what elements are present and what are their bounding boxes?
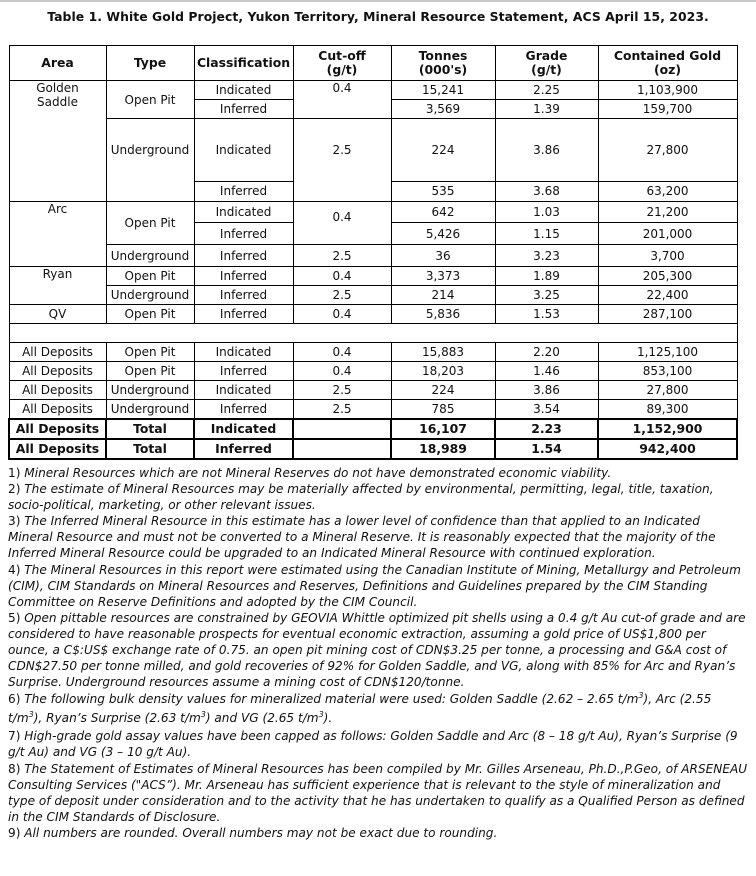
- type-cell: Open Pit: [106, 267, 194, 286]
- grade-cell: 3.86: [495, 381, 598, 400]
- header-row: [9, 46, 737, 81]
- cutoff-cell: 2.5: [293, 400, 391, 420]
- footnote-text: The Statement of Estimates of Mineral Resources has been compiled by Mr. Gilles Arseneau, Ph.D.,P.Geo, of ARSENEAU Consulting Services ("ACS”). Mr. Arseneau has sufficient experience that is relevant to the style of mineralization and type of deposit under consideration and to the activity that he has undertaken to qualify as a Qualified Person as defined in the CIM Standards of Disclosure.: [8, 761, 748, 824]
- area-cell-qv: QV: [9, 305, 106, 324]
- tonnes-cell: 224: [391, 381, 495, 400]
- classification-cell: Inferred: [194, 400, 293, 420]
- gold-cell: 3,700: [598, 245, 737, 267]
- area-cell: All Deposits: [9, 419, 106, 439]
- table-row: [9, 245, 737, 267]
- header-gold-line2: (oz): [653, 62, 682, 77]
- grade-cell: 1.89: [495, 267, 598, 286]
- header-grade-line1: Grade: [525, 48, 568, 63]
- footnote-8: [8, 761, 748, 825]
- grade-cell: 2.23: [495, 419, 598, 439]
- type-cell: Underground: [106, 381, 194, 400]
- table-row: [9, 119, 737, 182]
- total-row-indicated: [9, 419, 737, 439]
- table-title: Table 1. White Gold Project, Yukon Territory, Mineral Resource Statement, ACS April 15, 2023.: [47, 9, 709, 24]
- cutoff-cell: 0.4: [293, 362, 391, 381]
- grade-cell: 1.15: [495, 223, 598, 245]
- header-cutoff: [293, 46, 391, 81]
- tonnes-cell: 5,426: [391, 223, 495, 245]
- classification-cell: Indicated: [194, 419, 293, 439]
- tonnes-cell: 3,569: [391, 100, 495, 119]
- grade-cell: 1.46: [495, 362, 598, 381]
- summary-row: [9, 381, 737, 400]
- classification-cell: Indicated: [194, 202, 293, 223]
- header-tonnes-line2: (000's): [418, 62, 468, 77]
- footnote-text: Open pittable resources are constrained by GEOVIA Whittle optimized pit shells using a 0.4 g/t Au cut-of grade and are considered to have reasonable prospects for eventual economic extraction, assuming a gold price of US$1,800 per ounce, a C$:US$ exchange rate of 0.75. an open pit mining cost of CDN$3.25 per tonne, a processing and G&A cost of CDN$27.50 per tonne milled, and gold recoveries of 92% for Golden Saddle, and VG, along with 85% for Arc and Ryan’s Surprise. Underground resources assume a mining cost of CDN$120/tonne.: [8, 610, 746, 690]
- type-cell: Underground: [106, 119, 194, 202]
- tonnes-cell: 18,203: [391, 362, 495, 381]
- cutoff-cell: 0.4: [293, 202, 391, 245]
- cutoff-cell: [293, 439, 391, 459]
- gold-cell: 1,125,100: [598, 343, 737, 362]
- gold-cell: 27,800: [598, 381, 737, 400]
- footnote-4: [8, 562, 748, 610]
- tonnes-cell: 15,883: [391, 343, 495, 362]
- grade-cell: 1.54: [495, 439, 598, 459]
- classification-cell: Inferred: [194, 305, 293, 324]
- grade-cell: 3.54: [495, 400, 598, 420]
- cutoff-cell: [293, 419, 391, 439]
- tonnes-cell: 15,241: [391, 81, 495, 100]
- footnote-6: [8, 690, 748, 728]
- table-row: [9, 286, 737, 305]
- area-cell: All Deposits: [9, 362, 106, 381]
- footnote-number: 2): [8, 482, 21, 497]
- cutoff-cell: 2.5: [293, 245, 391, 267]
- header-type: Type: [106, 46, 194, 81]
- footnote-3: [8, 513, 748, 561]
- gold-cell: 1,152,900: [598, 419, 737, 439]
- type-cell: Underground: [106, 245, 194, 267]
- cutoff-cell: 2.5: [293, 381, 391, 400]
- header-gold: [598, 46, 737, 81]
- area-cell: All Deposits: [9, 400, 106, 420]
- footnote-number: 7): [8, 729, 21, 744]
- footnote-text-part: ) and VG (2.65 t/m: [205, 711, 319, 726]
- footnote-text-part: ), Ryan’s Surprise (2.63 t/m: [33, 711, 201, 726]
- mineral-resource-table: [8, 45, 738, 460]
- footnote-text-part: ).: [323, 711, 333, 726]
- classification-cell: Inferred: [194, 286, 293, 305]
- type-cell: Open Pit: [106, 343, 194, 362]
- header-grade: [495, 46, 598, 81]
- gold-cell: 22,400: [598, 286, 737, 305]
- footnote-text: All numbers are rounded. Overall numbers may not be exact due to rounding.: [24, 825, 498, 840]
- area-label: Golden: [36, 81, 79, 95]
- cutoff-cell: 0.4: [293, 81, 391, 119]
- type-cell: Total: [106, 419, 194, 439]
- superscript: 3: [28, 710, 34, 720]
- area-cell: All Deposits: [9, 343, 106, 362]
- header-area: Area: [9, 46, 106, 81]
- footnote-7: [8, 728, 748, 760]
- footnote-number: 9): [8, 825, 21, 840]
- cutoff-cell: 0.4: [293, 267, 391, 286]
- superscript: 3: [318, 710, 324, 720]
- table-row: [9, 305, 737, 324]
- grade-cell: 1.39: [495, 100, 598, 119]
- cutoff-cell: 0.4: [293, 343, 391, 362]
- grade-cell: 3.23: [495, 245, 598, 267]
- superscript: 3: [638, 691, 644, 701]
- footnote-text-part: ), Arc (2.55 t/m: [8, 692, 712, 726]
- header-cutoff-line2: (g/t): [326, 62, 358, 77]
- footnote-text: [8, 692, 711, 725]
- type-cell: Total: [106, 439, 194, 459]
- footnote-text: The estimate of Mineral Resources may be materially affected by environmental, permitting, legal, title, taxation, socio-political, marketing, or other relevant issues.: [8, 482, 714, 513]
- table-row: [9, 267, 737, 286]
- header-cutoff-line1: Cut-off: [318, 48, 366, 63]
- footnote-text: Mineral Resources which are not Mineral Reserves do not have demonstrated economic viability.: [24, 466, 612, 480]
- gold-cell: 63,200: [598, 181, 737, 201]
- header-tonnes-line1: Tonnes: [418, 48, 468, 63]
- classification-cell: Indicated: [194, 343, 293, 362]
- tonnes-cell: 16,107: [391, 419, 495, 439]
- grade-cell: 3.68: [495, 181, 598, 201]
- top-divider: [0, 0, 756, 2]
- classification-cell: Inferred: [194, 181, 293, 201]
- classification-cell: Indicated: [194, 119, 293, 182]
- tonnes-cell: 214: [391, 286, 495, 305]
- area-cell-golden-saddle: [9, 81, 106, 202]
- type-cell: Underground: [106, 400, 194, 420]
- classification-cell: Inferred: [194, 100, 293, 119]
- header-tonnes: [391, 46, 495, 81]
- area-cell-ryan: Ryan: [9, 267, 106, 305]
- grade-cell: 1.03: [495, 202, 598, 223]
- gold-cell: 27,800: [598, 119, 737, 182]
- gold-cell: 205,300: [598, 267, 737, 286]
- footnote-9: [8, 825, 748, 841]
- footnote-number: 1): [8, 466, 21, 480]
- classification-cell: Inferred: [194, 223, 293, 245]
- footnote-number: 4): [8, 562, 21, 577]
- header-grade-line2: (g/t): [531, 62, 562, 77]
- summary-row: [9, 343, 737, 362]
- classification-cell: Indicated: [194, 381, 293, 400]
- footnote-number: 6): [8, 692, 21, 707]
- footnote-5: [8, 610, 748, 690]
- area-label: Saddle: [37, 95, 78, 109]
- type-cell: Open Pit: [106, 81, 194, 119]
- gold-cell: 201,000: [598, 223, 737, 245]
- table-row: [9, 202, 737, 223]
- grade-cell: 3.25: [495, 286, 598, 305]
- footnote-1: [8, 465, 748, 481]
- type-cell: Open Pit: [106, 362, 194, 381]
- summary-row: [9, 362, 737, 381]
- cutoff-cell: 2.5: [293, 119, 391, 202]
- classification-cell: Inferred: [194, 267, 293, 286]
- tonnes-cell: 5,836: [391, 305, 495, 324]
- tonnes-cell: 36: [391, 245, 495, 267]
- summary-row: [9, 400, 737, 420]
- spacer-row: [9, 324, 737, 343]
- grade-cell: 2.20: [495, 343, 598, 362]
- total-row-inferred: [9, 439, 737, 459]
- tonnes-cell: 18,989: [391, 439, 495, 459]
- table-row: [9, 81, 737, 100]
- tonnes-cell: 224: [391, 119, 495, 182]
- cutoff-cell: 0.4: [293, 305, 391, 324]
- footnotes: [8, 465, 748, 841]
- tonnes-cell: 3,373: [391, 267, 495, 286]
- tonnes-cell: 642: [391, 202, 495, 223]
- superscript: 3: [200, 710, 206, 720]
- tonnes-cell: 785: [391, 400, 495, 420]
- area-cell: All Deposits: [9, 381, 106, 400]
- area-cell-arc: Arc: [9, 202, 106, 267]
- classification-cell: Indicated: [194, 81, 293, 100]
- grade-cell: 3.86: [495, 119, 598, 182]
- type-cell: Open Pit: [106, 305, 194, 324]
- grade-cell: 2.25: [495, 81, 598, 100]
- footnote-text: The Mineral Resources in this report were estimated using the Canadian Institute of Mining, Metallurgy and Petroleum (CIM), CIM Standards on Mineral Resources and Reserves, Definitions and Guidelines prepared by the CIM Standing Committee on Reserve Definitions and adopted by the CIM Council.: [8, 562, 741, 609]
- classification-cell: Inferred: [194, 439, 293, 459]
- grade-cell: 1.53: [495, 305, 598, 324]
- area-cell: All Deposits: [9, 439, 106, 459]
- footnote-number: 5): [8, 610, 21, 625]
- spacer-cell: [9, 324, 737, 343]
- footnote-number: 8): [8, 761, 21, 776]
- footnote-text: High-grade gold assay values have been capped as follows: Golden Saddle and Arc (8 – 18 g/t Au), Ryan’s Surprise (9 g/t Au) and VG (3 – 10 g/t Au).: [8, 729, 738, 760]
- footnote-text-part: The following bulk density values for mineralized material were used: Golden Saddle (2.62 – 2.65 t/m: [24, 692, 639, 707]
- gold-cell: 1,103,900: [598, 81, 737, 100]
- gold-cell: 89,300: [598, 400, 737, 420]
- gold-cell: 287,100: [598, 305, 737, 324]
- type-cell: Underground: [106, 286, 194, 305]
- gold-cell: 21,200: [598, 202, 737, 223]
- classification-cell: Inferred: [194, 362, 293, 381]
- gold-cell: 942,400: [598, 439, 737, 459]
- tonnes-cell: 535: [391, 181, 495, 201]
- type-cell: Open Pit: [106, 202, 194, 245]
- gold-cell: 853,100: [598, 362, 737, 381]
- classification-cell: Inferred: [194, 245, 293, 267]
- gold-cell: 159,700: [598, 100, 737, 119]
- footnote-text: The Inferred Mineral Resource in this estimate has a lower level of confidence than that applied to an Indicated Mineral Resource and must not be converted to a Mineral Reserve. It is reasonably expected that the majority of the Inferred Mineral Resource could be upgraded to an Indicated Mineral Resource with continued exploration.: [8, 514, 716, 561]
- footnote-2: [8, 481, 748, 513]
- footnote-number: 3): [8, 514, 21, 529]
- cutoff-cell: 2.5: [293, 286, 391, 305]
- header-classification: Classification: [194, 46, 293, 81]
- header-gold-line1: Contained Gold: [613, 48, 722, 63]
